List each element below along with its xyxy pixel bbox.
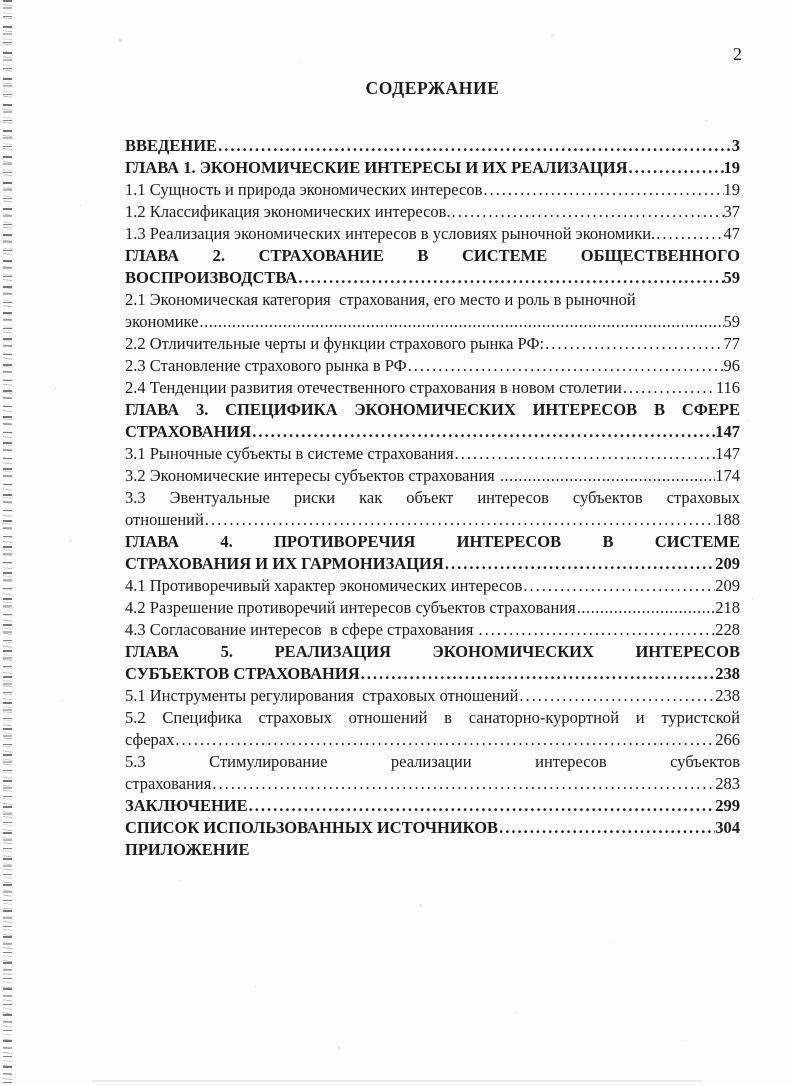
toc-entry-text: СТРАХОВАНИЯ bbox=[125, 422, 252, 441]
toc-entry-text: страхования bbox=[125, 774, 212, 793]
toc-entry-text: ГЛАВА 3. СПЕЦИФИКА ЭКОНОМИЧЕСКИХ ИНТЕРЕСОВ В СФЕРЕ bbox=[125, 400, 740, 419]
toc-entry-text: 4.2 Разрешение противоречий интересов субъектов страхования bbox=[125, 598, 576, 617]
toc-entry bbox=[125, 443, 740, 465]
dot-leader bbox=[544, 333, 723, 355]
toc-entry-text: ВОСПРОИЗВОДСТВА bbox=[125, 268, 298, 287]
toc-entry bbox=[125, 795, 740, 817]
toc-page-number: 238 bbox=[715, 686, 740, 705]
toc-entry bbox=[125, 619, 740, 641]
toc-entry bbox=[125, 267, 740, 289]
toc-entry bbox=[125, 377, 740, 399]
page-number: 2 bbox=[733, 44, 742, 64]
dot-leader bbox=[628, 157, 724, 179]
toc-page-number: 116 bbox=[715, 378, 740, 397]
toc-entry bbox=[125, 597, 740, 619]
dot-leader bbox=[360, 663, 716, 685]
dot-leader bbox=[576, 597, 716, 619]
dot-leader bbox=[174, 729, 715, 751]
toc-page-number: 304 bbox=[715, 818, 740, 837]
dot-leader bbox=[251, 421, 715, 443]
dot-leader bbox=[198, 311, 723, 333]
toc-entry bbox=[125, 663, 740, 685]
toc-entry-text: 4.1 Противоречивый характер экономических интересов bbox=[125, 576, 523, 595]
toc-entry-text: 5.3 Стимулирование реализации интересов субъектов bbox=[125, 752, 740, 771]
toc-entry-text: ЗАКЛЮЧЕНИЕ bbox=[125, 796, 248, 815]
toc-entry-text: 1.3 Реализация экономических интересов в условиях рыночной экономики. bbox=[125, 224, 656, 243]
toc-page-number: 19 bbox=[723, 180, 740, 199]
toc-page-number: 47 bbox=[723, 224, 740, 243]
toc-page-number: 174 bbox=[715, 466, 740, 485]
dot-leader bbox=[655, 223, 723, 245]
toc-entry-text: ГЛАВА 2. СТРАХОВАНИЕ В СИСТЕМЕ ОБЩЕСТВЕННОГО bbox=[125, 246, 740, 265]
dot-leader bbox=[297, 267, 723, 289]
toc-entry-text: 5.1 Инструменты регулирования страховых отношений bbox=[125, 686, 519, 705]
toc-entry-text: 1.2 Классификация экономических интересов. bbox=[125, 202, 451, 221]
toc-page-number: 59 bbox=[723, 312, 740, 331]
toc-entry-text: ВВЕДЕНИЕ bbox=[125, 136, 218, 155]
toc-entry-text: ГЛАВА 4. ПРОТИВОРЕЧИЯ ИНТЕРЕСОВ В СИСТЕМЕ bbox=[125, 532, 740, 551]
toc-page-number: 3 bbox=[731, 136, 740, 155]
toc-page-number: 37 bbox=[723, 202, 740, 221]
toc-entry-text: 2.4 Тенденции развития отечественного страхования в новом столетии bbox=[125, 378, 622, 397]
toc-entry-text: отношений bbox=[125, 510, 204, 529]
toc-entry bbox=[125, 157, 740, 179]
dot-leader bbox=[477, 619, 715, 641]
toc-page-number: 209 bbox=[715, 576, 740, 595]
toc-page-number: 266 bbox=[715, 730, 740, 749]
toc-page-number: 218 bbox=[715, 598, 740, 617]
dot-leader bbox=[498, 817, 715, 839]
toc-entry-text: 3.2 Экономические интересы субъектов страхования bbox=[125, 466, 499, 485]
toc-entry-text: СУБЪЕКТОВ СТРАХОВАНИЯ bbox=[125, 664, 360, 683]
toc-page-number: 283 bbox=[715, 774, 740, 793]
toc-page-number: 238 bbox=[715, 664, 740, 683]
toc-page-number: 188 bbox=[715, 510, 740, 529]
toc-entry-text: ГЛАВА 5. РЕАЛИЗАЦИЯ ЭКОНОМИЧЕСКИХ ИНТЕРЕСОВ bbox=[125, 642, 740, 661]
toc-page-number: 77 bbox=[723, 334, 740, 353]
page-title: СОДЕРЖАНИЕ bbox=[365, 78, 500, 98]
toc-entry bbox=[125, 465, 740, 487]
toc-entry-text: сферах bbox=[125, 730, 175, 749]
toc-entry bbox=[125, 135, 740, 157]
toc-entry bbox=[125, 421, 740, 443]
toc-entry-text: 3.1 Рыночные субъекты в системе страхования bbox=[125, 444, 454, 463]
toc-entry bbox=[125, 201, 740, 223]
page-content bbox=[125, 78, 740, 861]
toc-entry bbox=[125, 355, 740, 377]
toc-entry bbox=[125, 509, 740, 531]
toc-entry bbox=[125, 311, 740, 333]
toc-entry-text: 4.3 Согласование интересов в сфере страхования bbox=[125, 620, 478, 639]
toc-entry-text: экономике bbox=[125, 312, 199, 331]
scan-bottom-edge-artifact bbox=[92, 1080, 702, 1082]
toc-entry-text: 5.2 Специфика страховых отношений в санаторно-курортной и туристской bbox=[125, 708, 740, 727]
toc-entry-text: ГЛАВА 1. ЭКОНОМИЧЕСКИЕ ИНТЕРЕСЫ И ИХ РЕАЛИЗАЦИЯ bbox=[125, 158, 628, 177]
toc-page-number: 209 bbox=[715, 554, 740, 573]
toc-page-number: 59 bbox=[723, 268, 740, 287]
dot-leader bbox=[622, 377, 716, 399]
toc-entry bbox=[125, 729, 740, 751]
dot-leader bbox=[211, 773, 715, 795]
toc-entry-text: ПРИЛОЖЕНИЕ bbox=[125, 840, 250, 859]
toc-page-number: 147 bbox=[715, 422, 740, 441]
toc-entry bbox=[125, 333, 740, 355]
scan-binding-edge-artifact bbox=[3, 0, 12, 1085]
scan-noise-specks bbox=[0, 0, 1, 1]
toc bbox=[125, 135, 740, 861]
toc-entry-text: 1.1 Сущность и природа экономических интересов bbox=[125, 180, 483, 199]
toc-entry bbox=[125, 817, 740, 839]
dot-leader bbox=[204, 509, 715, 531]
dot-leader bbox=[522, 575, 715, 597]
dot-leader bbox=[407, 355, 724, 377]
toc-entry-text: 2.3 Становление страхового рынка в РФ bbox=[125, 356, 407, 375]
toc-entry-text: 2.2 Отличительные черты и функции страхового рынка РФ: bbox=[125, 334, 545, 353]
toc-entry-text: 3.3 Эвентуальные риски как объект интересов субъектов страховых bbox=[125, 488, 740, 507]
dot-leader bbox=[217, 135, 732, 157]
toc-entry bbox=[125, 685, 740, 707]
toc-entry bbox=[125, 773, 740, 795]
toc-entry-text: СПИСОК ИСПОЛЬЗОВАННЫХ ИСТОЧНИКОВ bbox=[125, 818, 499, 837]
dot-leader bbox=[482, 179, 723, 201]
toc-entry-text: 2.1 Экономическая категория страхования, его место и роль в рыночной bbox=[125, 290, 636, 309]
toc-entry bbox=[125, 223, 740, 245]
toc-page-number: 299 bbox=[715, 796, 740, 815]
toc-entry bbox=[125, 179, 740, 201]
toc-entry-text: СТРАХОВАНИЯ И ИХ ГАРМОНИЗАЦИЯ bbox=[125, 554, 444, 573]
dot-leader bbox=[518, 685, 715, 707]
dot-leader bbox=[248, 795, 716, 817]
toc-page-number: 228 bbox=[715, 620, 740, 639]
dot-leader bbox=[454, 443, 716, 465]
toc-page-number: 147 bbox=[715, 444, 740, 463]
toc-entry bbox=[125, 553, 740, 575]
toc-page-number: 19 bbox=[723, 158, 740, 177]
dot-leader bbox=[444, 553, 715, 575]
dot-leader bbox=[499, 465, 715, 487]
toc-page-number: 96 bbox=[723, 356, 740, 375]
dot-leader bbox=[451, 201, 724, 223]
toc-entry bbox=[125, 575, 740, 597]
